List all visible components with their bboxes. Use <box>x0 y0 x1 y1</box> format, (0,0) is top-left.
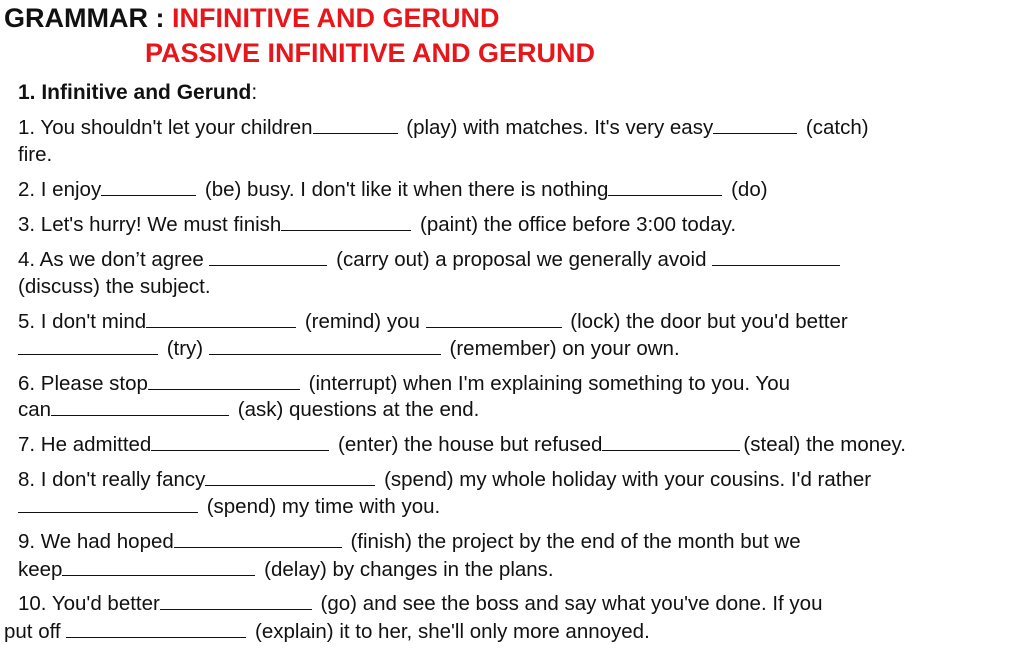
exercise-text: (catch) <box>800 116 869 139</box>
exercise-10-line-2 <box>4 619 650 645</box>
exercise-5-line-1 <box>18 309 848 335</box>
answer-blank[interactable] <box>712 247 840 266</box>
answer-blank[interactable] <box>209 247 327 266</box>
answer-blank[interactable] <box>205 467 375 486</box>
section-heading <box>18 80 257 106</box>
exercise-text: 8. I don't really fancy <box>18 468 206 491</box>
exercise-8-line-2 <box>18 494 440 520</box>
exercise-text: 10. You'd better <box>18 592 160 615</box>
exercise-1-line-2 <box>18 142 52 168</box>
exercise-text: (spend) my whole holiday with your cousins. I'd rather <box>378 468 872 491</box>
answer-blank[interactable] <box>608 177 722 196</box>
exercise-text: (be) busy. I don't like it when there is nothing <box>199 178 609 201</box>
exercise-text: keep <box>18 558 63 581</box>
exercise-text: (enter) the house but refused <box>332 433 603 456</box>
exercise-text: (steal) the money. <box>743 433 906 456</box>
answer-blank[interactable] <box>148 371 300 390</box>
exercise-text: (play) with matches. It's very easy <box>400 116 714 139</box>
exercise-text: (go) and see the boss and say what you've done. If you <box>314 592 823 615</box>
exercise-text: 6. Please stop <box>18 372 148 395</box>
exercise-text: (paint) the office before 3:00 today. <box>414 213 737 236</box>
answer-blank[interactable] <box>281 212 411 231</box>
exercise-text: (ask) questions at the end. <box>232 398 480 421</box>
section-heading-text: 1. Infinitive and Gerund <box>18 81 252 104</box>
answer-blank[interactable] <box>209 336 441 355</box>
exercise-1-line-1 <box>18 115 869 141</box>
exercise-9-line-2 <box>18 557 554 583</box>
exercise-3-line-1 <box>18 212 736 238</box>
answer-blank[interactable] <box>66 619 246 638</box>
exercise-text: 7. He admitted <box>18 433 152 456</box>
answer-blank[interactable] <box>160 591 312 610</box>
exercise-text: (carry out) a proposal we generally avoid <box>330 248 713 271</box>
exercise-text: can <box>18 398 52 421</box>
exercise-text: (interrupt) when I'm explaining something to you. You <box>302 372 791 395</box>
exercise-5-line-2 <box>18 336 680 362</box>
answer-blank[interactable] <box>713 115 797 134</box>
grammar-label: GRAMMAR : <box>4 3 165 33</box>
exercise-text: 2. I enjoy <box>18 178 102 201</box>
title-infinitive-gerund: INFINITIVE AND GERUND <box>172 3 500 33</box>
exercise-text: (finish) the project by the end of the month but we <box>344 530 801 553</box>
answer-blank[interactable] <box>313 115 398 134</box>
exercise-text: (try) <box>161 337 209 360</box>
title-passive: PASSIVE INFINITIVE AND GERUND <box>145 38 596 68</box>
answer-blank[interactable] <box>151 432 329 451</box>
exercise-4-line-1 <box>18 247 843 273</box>
exercise-text: 4. As we don’t agree <box>18 248 210 271</box>
exercise-text: (remind) you <box>299 310 426 333</box>
exercise-10-line-1 <box>18 591 823 617</box>
exercise-text: (remember) on your own. <box>443 337 680 360</box>
exercise-2-line-1 <box>18 177 768 203</box>
exercise-9-line-1 <box>18 529 801 555</box>
answer-blank[interactable] <box>51 397 229 416</box>
exercise-text: fire. <box>18 143 53 166</box>
exercise-text: (do) <box>725 178 768 201</box>
answer-blank[interactable] <box>62 557 255 576</box>
exercise-text: 1. You shouldn't let your children <box>18 116 313 139</box>
exercise-7-line-1 <box>18 432 906 458</box>
answer-blank[interactable] <box>101 177 196 196</box>
exercise-text: 5. I don't mind <box>18 310 147 333</box>
answer-blank[interactable] <box>18 336 158 355</box>
exercise-text: (discuss) the subject. <box>18 275 211 298</box>
section-heading-colon: : <box>251 81 258 104</box>
answer-blank[interactable] <box>18 494 198 513</box>
worksheet-title-line-1 <box>4 3 500 33</box>
exercise-text: 9. We had hoped <box>18 530 174 553</box>
exercise-text: (delay) by changes in the plans. <box>258 558 554 581</box>
exercise-8-line-1 <box>18 467 871 493</box>
answer-blank[interactable] <box>602 432 740 451</box>
exercise-text: (spend) my time with you. <box>201 495 441 518</box>
exercise-text: (lock) the door but you'd better <box>564 310 848 333</box>
exercise-text: (explain) it to her, she'll only more annoyed. <box>249 620 650 643</box>
answer-blank[interactable] <box>146 309 296 328</box>
worksheet-title-line-2 <box>145 38 595 68</box>
exercise-6-line-2 <box>18 397 479 423</box>
exercise-4-line-2 <box>18 274 211 300</box>
exercise-text: put off <box>4 620 67 643</box>
exercise-6-line-1 <box>18 371 790 397</box>
answer-blank[interactable] <box>174 529 342 548</box>
exercise-text: 3. Let's hurry! We must finish <box>18 213 282 236</box>
answer-blank[interactable] <box>426 309 562 328</box>
